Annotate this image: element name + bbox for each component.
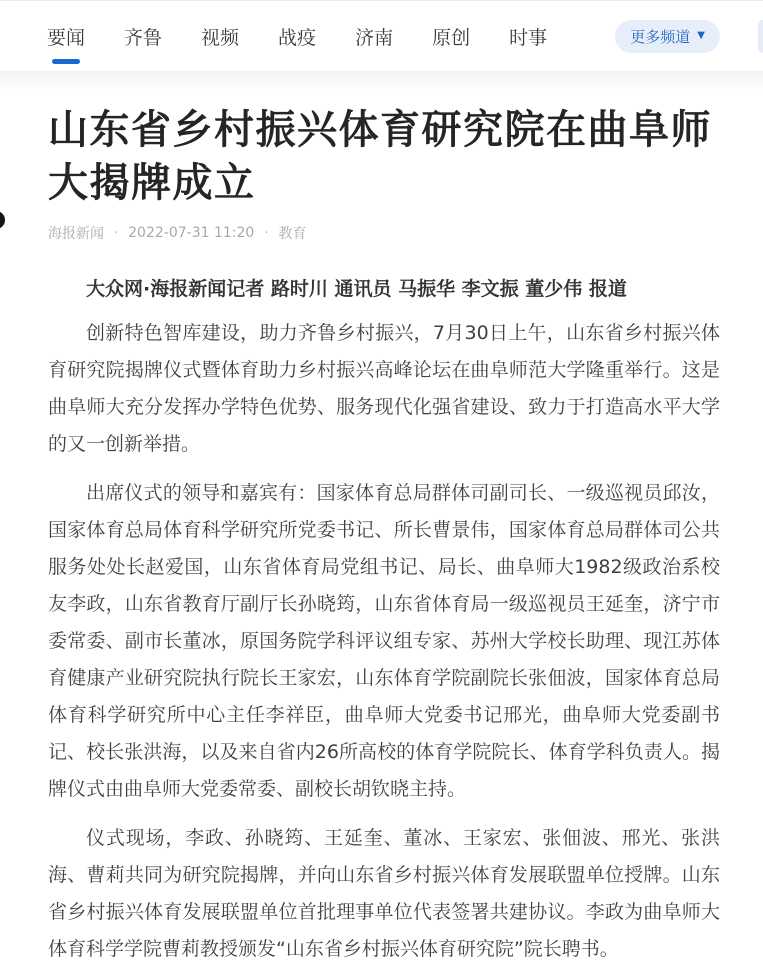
reporter-byline: 大众网·海报新闻记者 路时川 通讯员 马振华 李文振 董少伟 报道 [86, 278, 627, 300]
tab-yuanchuang[interactable]: 原创 [432, 26, 471, 49]
meta-separator: · [264, 225, 269, 241]
publish-datetime: 2022-07-31 11:20 [128, 225, 255, 241]
article [0, 104, 763, 964]
partial-button-edge [758, 20, 763, 53]
chevron-down-icon: ▼ [697, 30, 705, 41]
nav-separator-band [0, 71, 763, 89]
tab-jinan[interactable]: 济南 [355, 26, 394, 49]
category-label[interactable]: 教育 [278, 226, 307, 242]
meta-separator: · [114, 225, 119, 241]
tab-shipin[interactable]: 视频 [201, 26, 240, 49]
channel-nav [0, 1, 763, 71]
paragraph-1: 创新特色智库建设，助力齐鲁乡村振兴，7月30日上午，山东省乡村振兴体育研究院揭牌仪式暨体育助力乡村振兴高峰论坛在曲阜师范大学隆重举行。这是曲阜师大充分发挥办学特色优势、服务现代化强省建设、致力于打造高水平大学的又一创新举措。 [48, 322, 720, 455]
tab-zhanyi[interactable]: 战疫 [278, 26, 317, 49]
source-name[interactable]: 海报新闻 [48, 226, 104, 242]
active-tab-indicator [52, 59, 80, 64]
tab-qilu[interactable]: 齐鲁 [124, 26, 163, 49]
tab-label: 要闻 [47, 26, 86, 49]
more-channels-label: 更多频道 [630, 27, 691, 46]
tab-yaowen[interactable] [47, 23, 85, 50]
paragraph-2: 出席仪式的领导和嘉宾有：国家体育总局群体司副司长、一级巡视员邱汝，国家体育总局体育科学研究所党委书记、所长曹景伟，国家体育总局群体司公共服务处处长赵爱国，山东省体育局党组书记、局长、曲阜师大1982级政治系校友李政，山东省教育厅副厅长孙晓筠，山东省体育局一级巡视员王延奎，济宁市委常委、副市长董冰，原国务院学科评议组专家、苏州大学校长助理、现江苏体育健康产业研究院执行院长王家宏，山东体育学院副院长张佃波，国家体育总局体育科学研究所中心主任李祥臣，曲阜师大党委书记邢光，曲阜师大党委副书记、校长张洪海，以及来自省内26所高校的体育学院院长、体育学科负责人。揭牌仪式由曲阜师大党委常委、副校长胡钦晓主持。 [48, 482, 720, 800]
tab-shishi[interactable]: 时事 [509, 26, 548, 49]
more-channels-button[interactable] [615, 20, 720, 53]
channel-tabs [47, 23, 547, 50]
article-meta [48, 223, 720, 243]
paragraph-3: 仪式现场，李政、孙晓筠、王延奎、董冰、王家宏、张佃波、邢光、张洪海、曹莉共同为研究院揭牌，并向山东省乡村振兴体育发展联盟单位授牌。山东省乡村振兴体育发展联盟单位首批理事单位代表签署共建协议。李政为曲阜师大体育科学学院曹莉教授颁发“山东省乡村振兴体育研究院”院长聘书。 [48, 827, 720, 960]
article-title: 山东省乡村振兴体育研究院在曲阜师大揭牌成立 [48, 107, 712, 206]
